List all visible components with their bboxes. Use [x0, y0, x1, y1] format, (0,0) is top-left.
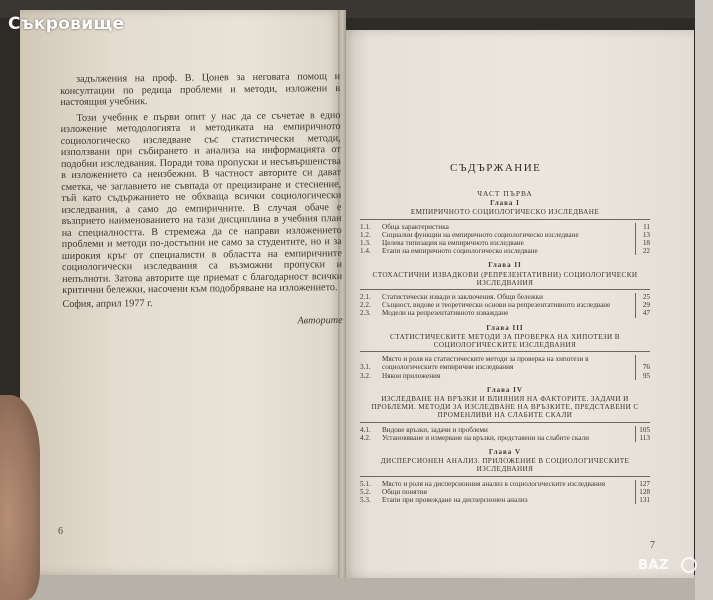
toc-chapter-4	[360, 386, 650, 442]
chapter-title: ДИСПЕРСИОНЕН АНАЛИЗ. ПРИЛОЖЕНИЕ В СОЦИОЛОГИЧЕСКИТЕ ИЗСЛЕДВАНИЯ	[360, 457, 650, 476]
entry-text: Етапи при провеждане на дисперсионен анализ	[382, 496, 636, 504]
hand	[0, 395, 40, 600]
toc-entry	[360, 372, 650, 380]
entry-page: 18	[642, 239, 650, 248]
left-page-number: 6	[58, 526, 63, 537]
entry-page: 128	[639, 487, 650, 496]
chapter-title: СТОХАСТИЧНИ ИЗВАДКОВИ (РЕПРЕЗЕНТАТИВНИ) СОЦИОЛОГИЧЕСКИ ИЗСЛЕДВАНИЯ	[360, 271, 650, 290]
entry-number: 2.1.	[360, 293, 371, 302]
right-page-number: 7	[650, 540, 655, 551]
entry-page: 113	[639, 433, 650, 442]
toc-entry	[360, 231, 650, 239]
entry-page: 95	[642, 371, 650, 380]
entry-page: 76	[642, 363, 650, 372]
entry-text: Етапи на емпиричното социологическо изследване	[382, 247, 636, 255]
entry-number: 4.1.	[360, 425, 371, 434]
entry-text: Целева типизация на емпиричното изследване	[382, 239, 636, 247]
background-table	[0, 575, 713, 600]
chapter-label: Глава IV	[487, 385, 523, 394]
toc-chapter-1	[360, 199, 650, 255]
chapter-title: СТАТИСТИЧЕСКИТЕ МЕТОДИ ЗА ПРОВЕРКА НА ХИПОТЕЗИ В СОЦИОЛОГИЧЕСКИТЕ ИЗСЛЕДВАНИЯ	[360, 333, 650, 352]
toc-entry	[360, 426, 650, 434]
entry-number: 5.3.	[360, 496, 371, 505]
table-of-contents	[360, 190, 650, 510]
toc-chapter-2	[360, 261, 650, 317]
left-paragraph-1: задължения на проф. В. Цонев за неговата помощ и консултации по редица проблеми и методи, изложени в настоящия учебник.	[60, 71, 341, 108]
toc-entry	[360, 309, 650, 317]
toc-chapter-3	[360, 324, 650, 380]
entry-page: 22	[642, 247, 650, 256]
toc-entry	[360, 301, 650, 309]
entry-number: 1.4.	[360, 247, 371, 256]
toc-entry	[360, 480, 650, 488]
toc-entry	[360, 223, 650, 231]
entry-number: 3.1.	[360, 363, 371, 372]
entry-text: Установяване и измерване на връзки, представени на слабите скали	[382, 434, 636, 442]
left-page-text	[60, 71, 343, 329]
entry-number: 2.3.	[360, 309, 371, 318]
entry-text: Обща характеристика	[382, 223, 636, 231]
toc-entry	[360, 293, 650, 301]
entry-number: 1.3.	[360, 239, 371, 248]
toc-part: ЧАСТ ПЪРВА	[477, 189, 533, 198]
entry-number: 1.1.	[360, 222, 371, 231]
entry-number: 1.2.	[360, 230, 371, 239]
entry-page: 131	[639, 496, 650, 505]
chapter-title: ЕМПИРИЧНОТО СОЦИОЛОГИЧЕСКО ИЗСЛЕДВАНЕ	[360, 208, 650, 219]
entry-page: 29	[642, 301, 650, 310]
toc-entry	[360, 247, 650, 255]
entry-number: 5.1.	[360, 479, 371, 488]
entry-page: 127	[639, 479, 650, 488]
toc-chapter-5	[360, 448, 650, 504]
left-paragraph-2: Този учебник е първи опит у нас да се съчетае в едно изложение методологията и методиката на емпиричното социологическо изследване със статистически методи, използвани при събирането и анализа на информацията от подобни изследвания. Поради това пропуски и несъвършенства в изложението са неизбежни. В частност авторите си дават сметка, че заглавието не съвпада от прецизиране и стеснение, тъй като съдържанието не обхваща всички социологически изследвания, а само до емпиричните. В случая обаче е възприето наименованието на тази дисциплина в учебния план на специалността. В стремежа да се направи изложението проблеми и методи по-достъпни не само за студентите, но и за широкия кръг от специалисти в областта на емпиричните социологически изследвания са възможни пропуски и непълноти. Затова авторите ще приемат с благодарност всички критични бележки, насочени към подобряване на изложението.	[60, 109, 343, 296]
entry-number: 4.2.	[360, 433, 371, 442]
chapter-label: Глава III	[486, 323, 524, 332]
entry-text: Общи понятия	[382, 488, 636, 496]
chapter-label: Глава V	[488, 448, 522, 457]
toc-entry	[360, 488, 650, 496]
entry-text: Модели на репрезентативното изваждане	[382, 309, 636, 317]
entry-number: 2.2.	[360, 301, 371, 310]
entry-page: 25	[642, 293, 650, 302]
left-date: София, април 1977 г.	[62, 297, 153, 310]
chapter-label: Глава II	[488, 261, 522, 270]
brand-watermark: BAZ	[638, 558, 669, 573]
watermark-logo: Съкровище	[8, 14, 125, 34]
entry-number: 3.2.	[360, 371, 371, 380]
entry-text: Статистически извади и заключения. Общи бележки	[382, 293, 636, 301]
toc-entry	[360, 434, 650, 442]
entry-page: 47	[642, 309, 650, 318]
entry-text: Социални функции на емпиричното социологическо изследване	[382, 231, 636, 239]
background-right	[695, 0, 713, 600]
toc-title: СЪДЪРЖАНИЕ	[450, 162, 542, 174]
entry-text: Същност, видове и теоретически основи на репрезентативното изследване	[382, 301, 636, 309]
entry-page: 13	[642, 230, 650, 239]
entry-page: 11	[643, 222, 650, 231]
entry-page: 105	[639, 425, 650, 434]
entry-text: Видове връзки, задачи и проблеми	[382, 426, 636, 434]
entry-text: Място и роля на дисперсионния анализ в социологическите изследвания	[382, 480, 636, 488]
toc-entry	[360, 496, 650, 504]
entry-number: 5.2.	[360, 487, 371, 496]
chapter-label: Глава I	[490, 199, 520, 208]
chapter-title: ИЗСЛЕДВАНЕ НА ВРЪЗКИ И ВЛИЯНИЯ НА ФАКТОРИТЕ. ЗАДАЧИ И ПРОБЛЕМИ. МЕТОДИ ЗА ИЗСЛЕДВАНЕ НА ВРЪЗКИТЕ, ПРЕДСТАВЕНИ С ПРОМЕНЛИВИ НА СЛАБИТЕ СКАЛИ	[360, 395, 650, 423]
entry-text: Място и роля на статистическите методи за проверка на хипотези в социологическите емпирични изследвания	[382, 355, 636, 371]
toc-entry	[360, 239, 650, 247]
entry-text: Някои приложения	[382, 372, 636, 380]
brand-logo-icon	[681, 557, 697, 573]
left-signature: Авторите	[297, 315, 343, 327]
toc-entry	[360, 355, 650, 371]
